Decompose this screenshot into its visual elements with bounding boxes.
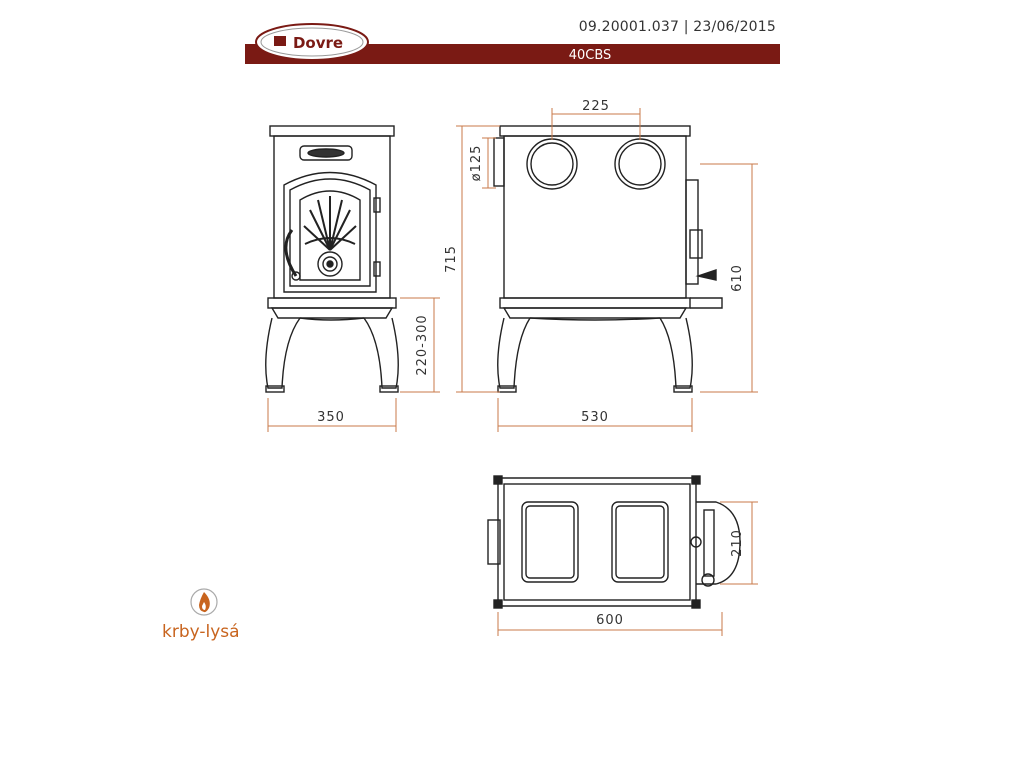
dimension-lines [268,108,758,636]
dim-door-depth: 210 [730,529,745,557]
sunburst [304,196,356,250]
dovre-logo [256,24,368,60]
dim-side-depth: 530 [581,410,609,425]
dim-front-width: 350 [317,410,345,425]
logo-text: Dovre [292,34,344,52]
dim-total-height: 715 [444,245,459,273]
dim-flue-height: 610 [730,264,745,292]
dim-flue-diameter: ø125 [469,144,484,182]
watermark-label: krby-lysá [162,622,240,642]
side-view [494,126,722,392]
document-number: 09.20001.037 | 23/06/2015 [578,19,776,35]
flue-outlet-left [527,139,577,189]
flue-plate-left [522,502,578,582]
flue-outlet-right [615,139,665,189]
flue-plate-right [612,502,668,582]
model-code: 40CBS [568,48,612,63]
dim-leg-height: 220-300 [415,314,430,376]
dim-top-width: 600 [596,613,624,628]
front-view [266,126,399,392]
flame-icon [191,589,217,615]
dim-flue-spacing: 225 [582,99,610,114]
top-view [488,476,740,608]
